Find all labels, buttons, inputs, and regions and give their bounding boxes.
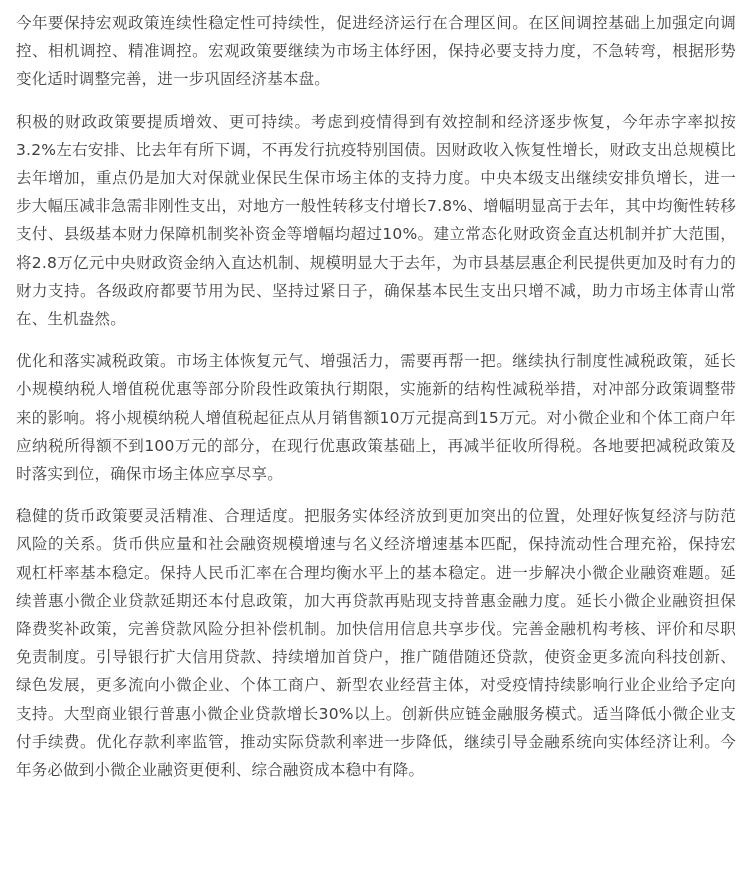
paragraph-tax-policy: 优化和落实减税政策。市场主体恢复元气、增强活力，需要再帮一把。继续执行制度性减税政策，延长小规模纳税人增值税优惠等部分阶段性政策执行期限，实施新的结构性减税举措，对冲部分政策调整带来的影响。将小规模纳税人增值税起征点从月销售额10万元提高到15万元。对小微企业和个体工商户年应纳税所得额不到100万元的部分，在现行优惠政策基础上，再减半征收所得税。各地要把减税政策及时落实到位，确保市场主体应享尽享。 xyxy=(16,352,736,484)
paragraph-macro-policy: 今年要保持宏观政策连续性稳定性可持续性，促进经济运行在合理区间。在区间调控基础上加强定向调控、相机调控、精准调控。宏观政策要继续为市场主体纾困，保持必要支持力度，不急转弯，根据形势变化适时调整完善，进一步巩固经济基本盘。 xyxy=(16,14,736,89)
paragraph-monetary-policy: 稳健的货币政策要灵活精准、合理适度。把服务实体经济放到更加突出的位置，处理好恢复经济与防范风险的关系。货币供应量和社会融资规模增速与名义经济增速基本匹配，保持流动性合理充裕，保持宏观杠杆率基本稳定。保持人民币汇率在合理均衡水平上的基本稳定。进一步解决小微企业融资难题。延续普惠小微企业贷款延期还本付息政策，加大再贷款再贴现支持普惠金融力度。延长小微企业融资担保降费奖补政策，完善贷款风险分担补偿机制。加快信用信息共享步伐。完善金融机构考核、评价和尽职免责制度。引导银行扩大信用贷款、持续增加首贷户，推广随借随还贷款，使资金更多流向科技创新、绿色发展，更多流向小微企业、个体工商户、新型农业经营主体，对受疫情持续影响行业企业给予定向支持。大型商业银行普惠小微企业贷款增长30%以上。创新供应链金融服务模式。适当降低小微企业支付手续费。优化存款利率监管，推动实际贷款利率进一步降低，继续引导金融系统向实体经济让利。今年务必做到小微企业融资更便利、综合融资成本稳中有降。 xyxy=(16,507,736,780)
paragraph-fiscal-policy: 积极的财政政策要提质增效、更可持续。考虑到疫情得到有效控制和经济逐步恢复，今年赤字率拟按3.2%左右安排、比去年有所下调，不再发行抗疫特别国债。因财政收入恢复性增长，财政支出总规模比去年增加，重点仍是加大对保就业保民生保市场主体的支持力度。中央本级支出继续安排负增长，进一步大幅压减非急需非刚性支出，对地方一般性转移支付增长7.8%、增幅明显高于去年，其中均衡性转移支付、县级基本财力保障机制奖补资金等增幅均超过10%。建立常态化财政资金直达机制并扩大范围，将2.8万亿元中央财政资金纳入直达机制、规模明显大于去年，为市县基层惠企利民提供更加及时有力的财力支持。各级政府都要节用为民、坚持过紧日子，确保基本民生支出只增不减，助力市场主体青山常在、生机盎然。 xyxy=(16,112,736,329)
